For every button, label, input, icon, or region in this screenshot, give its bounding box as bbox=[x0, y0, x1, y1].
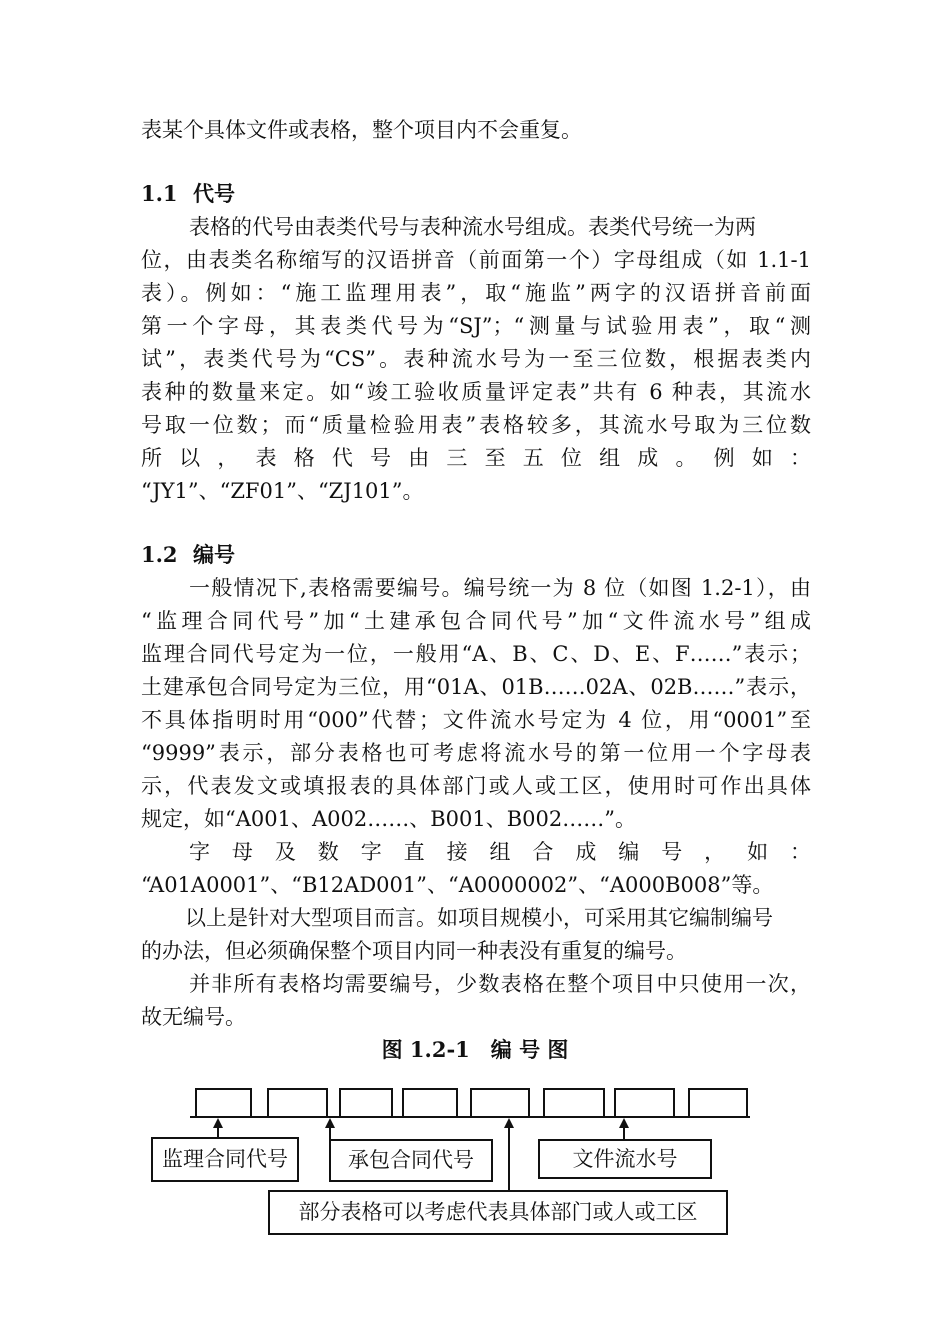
digit-box bbox=[339, 1088, 393, 1118]
paragraph-line: 不具体指明时用“000”代替；文件流水号定为 4 位，用“0001”至 bbox=[141, 708, 811, 732]
intro-tail-line: 表某个具体文件或表格，整个项目内不会重复。 bbox=[141, 118, 582, 142]
label-supervision-contract: 监理合同代号 bbox=[151, 1137, 299, 1182]
section-heading-1-1 bbox=[141, 180, 235, 208]
paragraph-line: “9999”表示，部分表格也可考虑将流水号的第一位用一个字母表 bbox=[141, 741, 811, 765]
arrow-stem bbox=[623, 1126, 625, 1140]
label-file-serial: 文件流水号 bbox=[538, 1139, 712, 1179]
paragraph-line: 第一个字母，其表类代号为“SJ”；“测量与试验用表”，取“测 bbox=[141, 314, 811, 338]
paragraph-line: “A01A0001”、“B12AD001”、“A0000002”、“A000B008”等。 bbox=[141, 873, 774, 897]
arrow-stem bbox=[508, 1126, 510, 1190]
digit-box bbox=[614, 1088, 675, 1118]
paragraph-line: 土建承包合同号定为三位，用“01A、01B……02A、02B……”表示， bbox=[141, 675, 811, 699]
paragraph-line: 试”，表类代号为“CS”。表种流水号为一至三位数，根据表类内 bbox=[141, 347, 811, 371]
digit-box bbox=[543, 1088, 605, 1118]
digit-box bbox=[402, 1088, 458, 1118]
digit-box bbox=[470, 1088, 530, 1118]
paragraph-line: 故无编号。 bbox=[141, 1005, 246, 1029]
paragraph-line: 字 母 及 数 字 直 接 组 合 成 编 号 ， 如 ： bbox=[189, 840, 811, 864]
section-title: 编号 bbox=[193, 542, 235, 567]
paragraph-line: 规定，如“A001、A002……、B001、B002……”。 bbox=[141, 807, 636, 831]
digit-box bbox=[195, 1088, 252, 1118]
paragraph-line: 号取一位数；而“质量检验用表”表格较多，其流水号取为三位数 bbox=[141, 413, 811, 437]
paragraph-line: 监理合同代号定为一位，一般用“A、B、C、D、E、F……”表示； bbox=[141, 642, 811, 666]
paragraph-line: 表格的代号由表类代号与表种流水号组成。表类代号统一为两 bbox=[189, 215, 756, 239]
section-number: 1.1 bbox=[141, 181, 178, 206]
paragraph-line: 表种的数量来定。如“竣工验收质量评定表”共有 6 种表，其流水 bbox=[141, 380, 811, 404]
section-number: 1.2 bbox=[141, 542, 178, 567]
section-title: 代号 bbox=[193, 181, 235, 206]
paragraph-line: 表）。例如：“施工监理用表”，取“施监”两字的汉语拼音前面 bbox=[141, 281, 811, 305]
paragraph-line: “监理合同代号”加“土建承包合同代号”加“文件流水号”组成 bbox=[141, 609, 811, 633]
figure-caption: 图 1.2-1 编 号 图 bbox=[381, 1037, 569, 1062]
paragraph-line: 以上是针对大型项目而言。如项目规模小，可采用其它编制编号 bbox=[185, 906, 773, 930]
label-department: 部分表格可以考虑代表具体部门或人或工区 bbox=[268, 1190, 728, 1235]
digit-box bbox=[688, 1088, 748, 1118]
paragraph-line: 并非所有表格均需要编号，少数表格在整个项目中只使用一次， bbox=[189, 972, 811, 996]
paragraph-line: 所 以 ， 表 格 代 号 由 三 至 五 位 组 成 。 例 如 ： bbox=[141, 446, 811, 470]
paragraph-line: 示，代表发文或填报表的具体部门或人或工区，使用时可作出具体 bbox=[141, 774, 811, 798]
label-construction-contract: 承包合同代号 bbox=[329, 1139, 493, 1182]
paragraph-line: “JY1”、“ZF01”、“ZJ101”。 bbox=[141, 479, 424, 503]
section-heading-1-2 bbox=[141, 541, 235, 569]
paragraph-line: 一般情况下,表格需要编号。编号统一为 8 位（如图 1.2-1），由 bbox=[189, 576, 811, 600]
paragraph-line: 的办法，但必须确保整个项目内同一种表没有重复的编号。 bbox=[141, 939, 687, 963]
digit-box bbox=[267, 1088, 328, 1118]
paragraph-line: 位，由表类名称缩写的汉语拼音（前面第一个）字母组成（如 1.1-1 bbox=[141, 248, 811, 272]
